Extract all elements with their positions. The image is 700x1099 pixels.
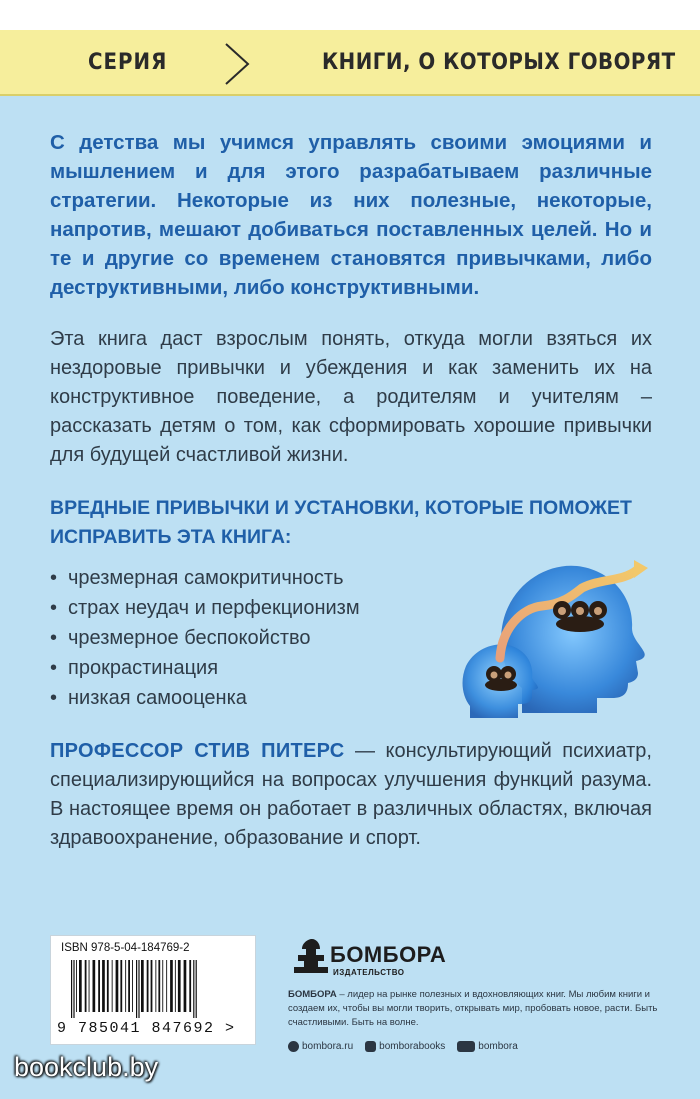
telegram-icon [457,1041,475,1052]
watermark: bookclub.by [14,1052,159,1082]
social-label: bomborabooks [379,1040,446,1052]
publisher-name: БОМБОРА [330,942,447,967]
author-bio: — консультирующий психиатр, специализирующийся на вопросах улучшения функций разума. В настоящее время он работает в различных областях, включая здравоохранение, образование и спорт. [50,740,652,849]
bombora-logo-icon [290,937,334,975]
chevron-right-icon [222,42,252,86]
barcode-bar [93,960,96,1012]
vk-icon [365,1041,376,1052]
barcode-bar [102,960,105,1012]
habits-heading: ВРЕДНЫЕ ПРИВЫЧКИ И УСТАНОВКИ, КОТОРЫЕ ПОМОЖЕТ ИСПРАВИТЬ ЭТА КНИГА: [50,497,632,548]
barcode-bar [98,960,100,1012]
intro-paragraph: С детства мы учимся управлять своими эмоциями и мышлением и для этого разрабатываем различные стратегии. Некоторые из них полезные, некоторые, напротив, мешают добиваться поставленных целей. Но и те и другие со временем становятся привычками, либо деструктивными, либо конструктивными. [50,131,652,299]
barcode-bar [155,960,156,1012]
barcode-bar [112,960,113,1012]
list-item: • страх неудач и перфекционизм [50,593,430,623]
about-paragraph: Эта книга даст взрослым понять, откуда могли взяться их нездоровые привычки и убеждения и как заменить их на конструктивное поведение, а родителям и учителям – рассказать детям о том, как сформировать хорошие привычки для будущей счастливой жизни. [50,328,652,466]
barcode-bar [73,960,74,1018]
list-item: • чрезмерное беспокойство [50,623,430,653]
barcode-bar [132,960,133,1012]
publisher-description-text: – лидер на рынке полезных и вдохновляющих книг. Мы любим книги и создаем их, чтобы вы могли творить, открывать мир, пробовать новое, расти. Быть счастливыми. Быть на волне. [288,989,658,1028]
barcode-bar [189,960,191,1012]
barcode-bar [128,960,130,1012]
barcode-box [50,935,256,1045]
barcode-bar [141,960,144,1012]
isbn-text: ISBN 978-5-04-184769-2 [61,942,190,954]
author-name: ПРОФЕССОР СТИВ ПИТЕРС [50,740,345,762]
barcode-digits: 9 785041 847692 > [57,1020,236,1037]
globe-icon [288,1041,299,1052]
barcode-bar [136,960,137,1018]
barcode-bar [120,960,122,1012]
barcode-bar [89,960,90,1012]
social-label: bombora [478,1040,518,1052]
habits-list [50,563,430,713]
barcode-bar [79,960,82,1012]
series-name: КНИГИ, О КОТОРЫХ ГОВОРЯТ [322,50,676,75]
series-label: СЕРИЯ [88,50,168,75]
barcode-bar [193,960,194,1018]
barcode-bar [76,960,77,1012]
heads-illustration [462,548,672,718]
publisher-subtitle: ИЗДАТЕЛЬСТВО [333,968,405,977]
author-paragraph [50,737,652,853]
list-item: • чрезмерная самокритичность [50,563,430,593]
barcode-bar [175,960,176,1012]
barcode-bar [166,960,167,1012]
publisher-description [288,988,658,1030]
barcode-bar [116,960,119,1012]
barcode-bar [151,960,153,1012]
list-item: • низкая самооценка [50,683,430,713]
barcode-bar [158,960,160,1012]
barcode-bar [107,960,109,1012]
barcode-bar [147,960,149,1012]
barcode-bar [162,960,163,1012]
barcode-bar [125,960,126,1012]
publisher-brand: БОМБОРА [288,989,337,1000]
barcode-bar [71,960,72,1018]
social-link-vk[interactable] [365,1041,445,1052]
barcode-bar [85,960,87,1012]
barcode-bar [196,960,197,1018]
social-label: bombora.ru [302,1040,354,1052]
social-link-telegram[interactable] [457,1041,517,1052]
barcode-bar [178,960,181,1012]
list-item: • прокрастинация [50,653,430,683]
barcode-bar [138,960,139,1018]
top-strip [0,0,700,30]
barcode [69,960,245,1018]
barcode-bar [170,960,173,1012]
social-link-site[interactable] [288,1041,353,1052]
barcode-bar [184,960,187,1012]
social-links [288,1038,658,1054]
